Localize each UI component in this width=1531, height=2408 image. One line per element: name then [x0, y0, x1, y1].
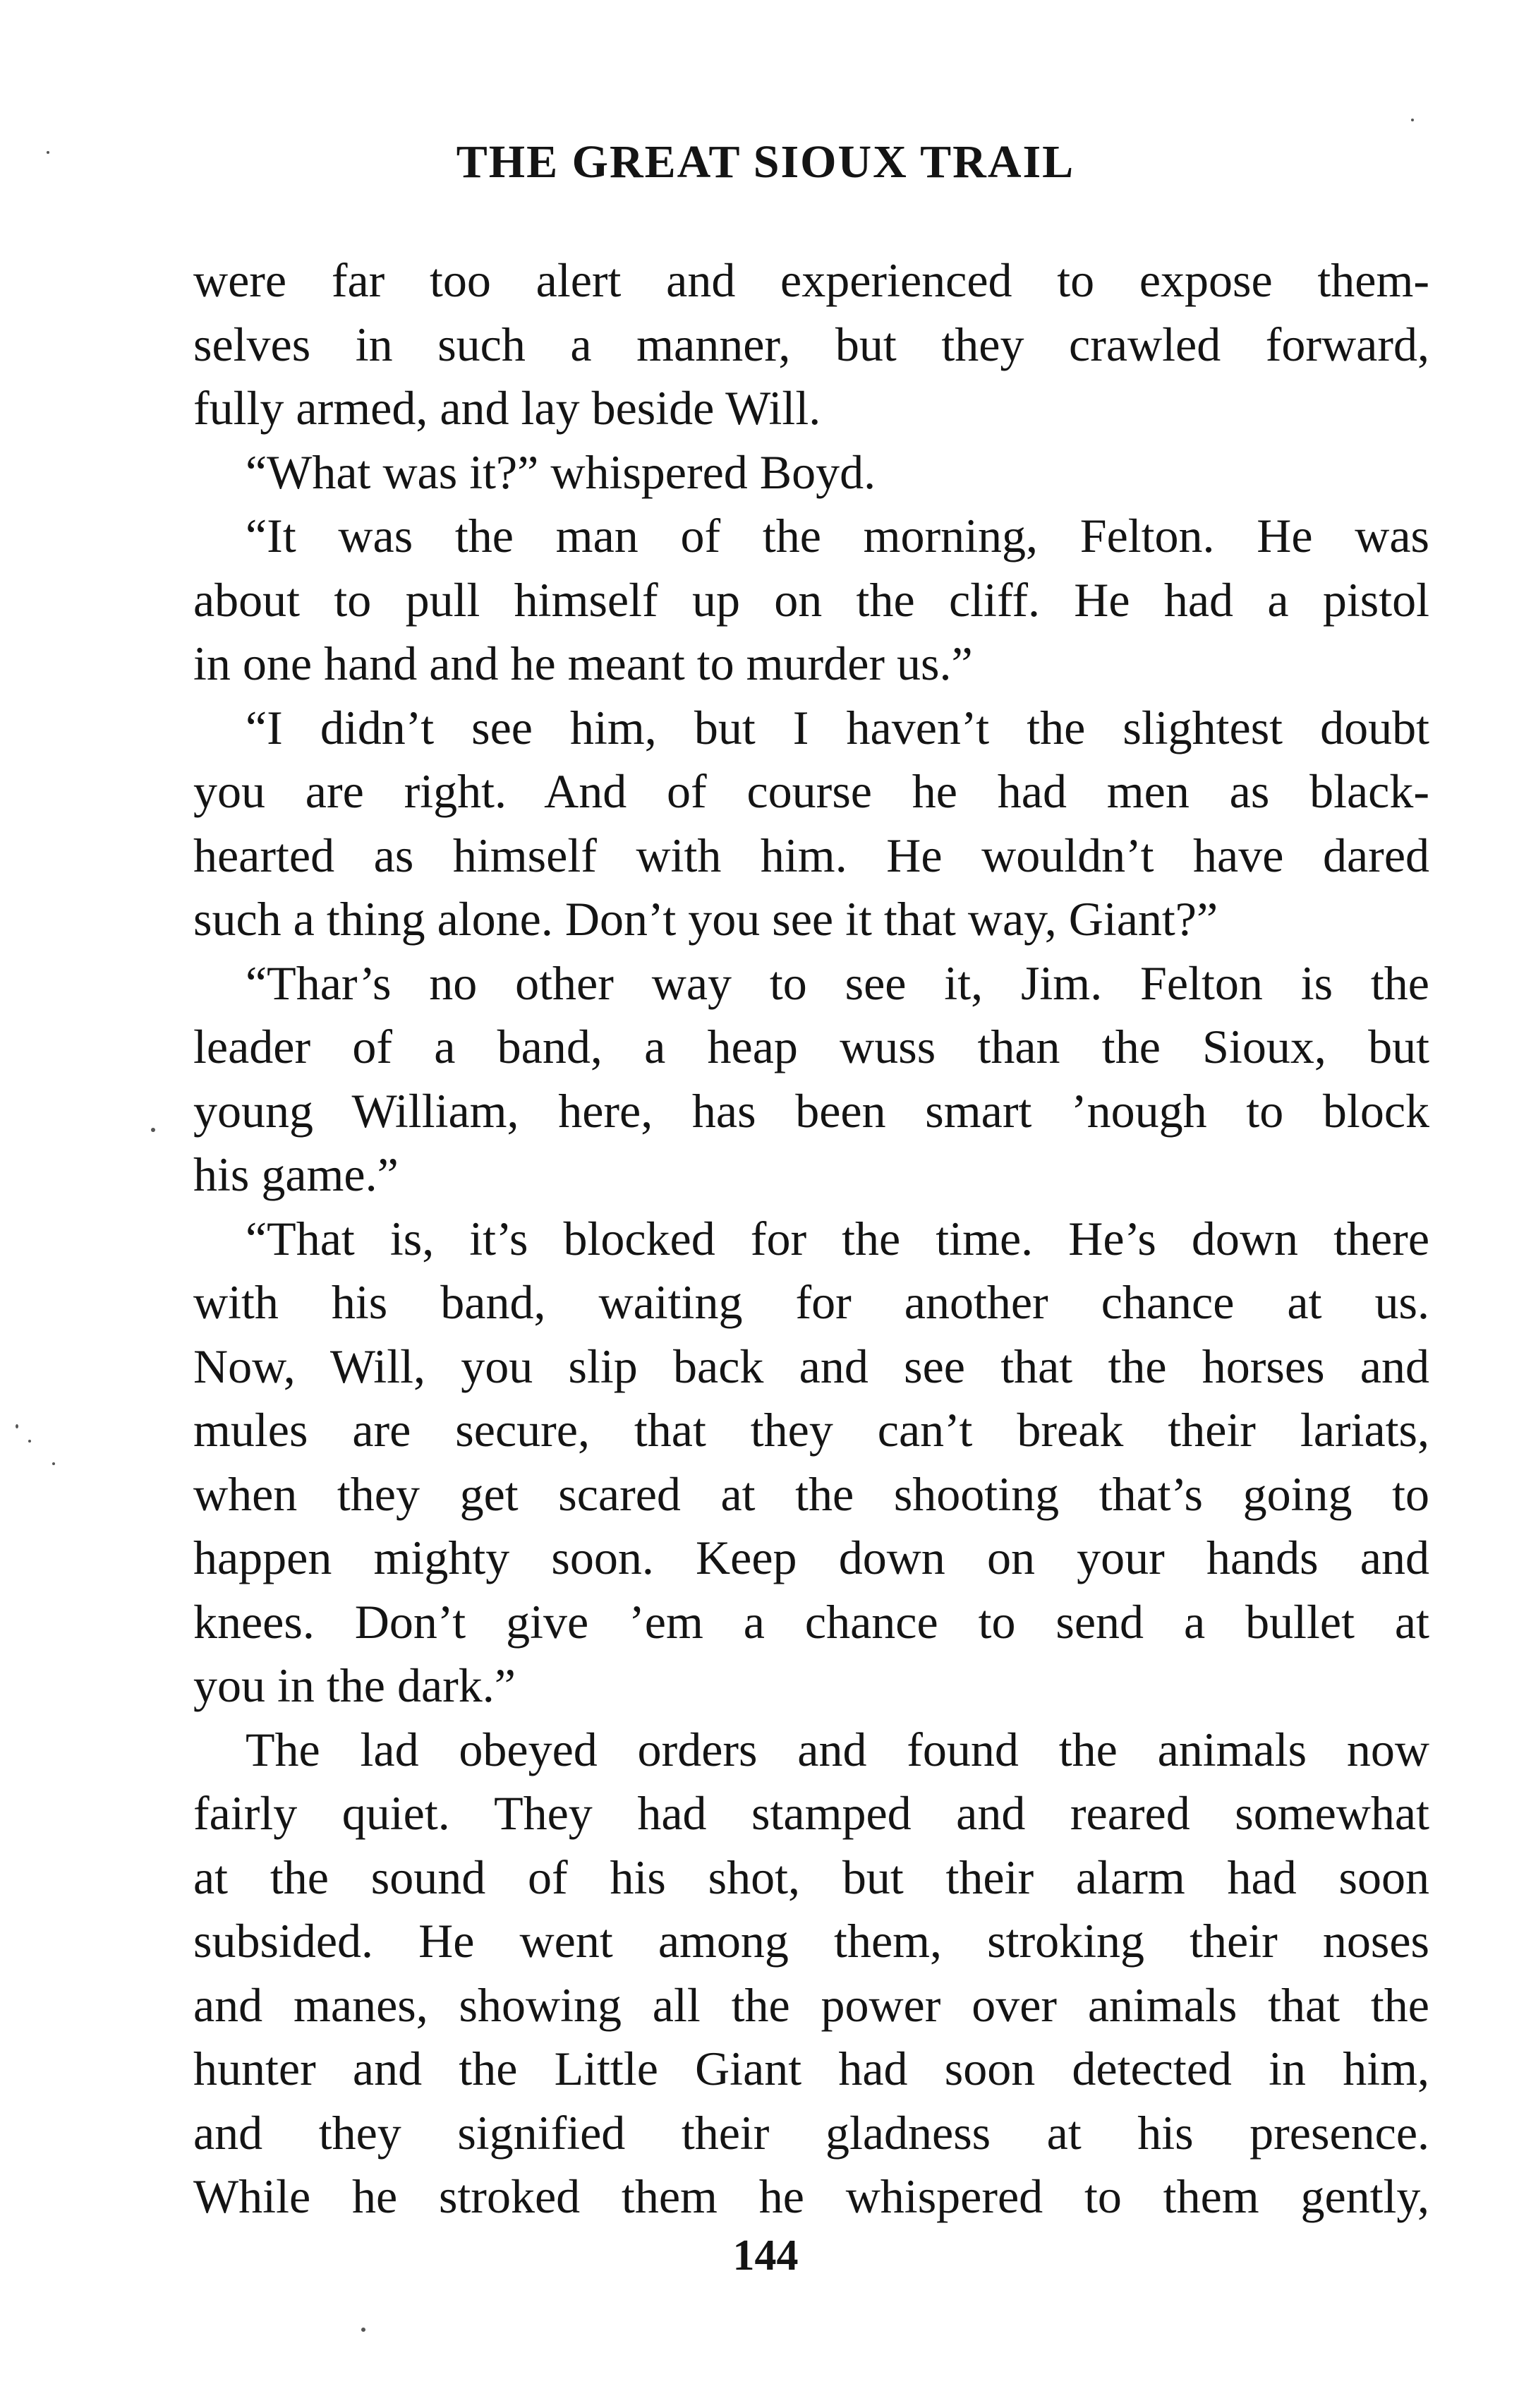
text-line: The lad obeyed orders and found the animals now [246, 1722, 1429, 1776]
scan-speck [47, 151, 49, 154]
text-line: “That is, it’s blocked for the time. He’s down there [246, 1211, 1429, 1265]
text-line: such a thing alone. Don’t you see it that way, Giant?” [193, 892, 1218, 946]
text-line: his game.” [193, 1148, 399, 1201]
text-line: subsided. He went among them, stroking their noses [193, 1914, 1429, 1968]
text-line: “What was it?” whispered Boyd. [246, 445, 876, 499]
text-line: at the sound of his shot, but their alarm had soon [193, 1850, 1429, 1904]
scan-speck [52, 1462, 55, 1465]
text-line: “Thar’s no other way to see it, Jim. Felton is the [246, 956, 1429, 1010]
text-line: selves in such a manner, but they crawled forward, [193, 317, 1429, 371]
scan-speck [16, 1424, 18, 1428]
scan-speck [361, 2328, 365, 2332]
text-line: “It was the man of the morning, Felton. He was [246, 509, 1429, 562]
text-line: mules are secure, that they can’t break their lariats, [193, 1403, 1429, 1457]
scan-speck [28, 1440, 31, 1443]
page-number: 144 [732, 2232, 799, 2280]
text-line: leader of a band, a heap wuss than the Sioux, but [193, 1020, 1429, 1073]
text-line: happen mighty soon. Keep down on your hands and [193, 1531, 1429, 1584]
text-line: Now, Will, you slip back and see that the horses and [193, 1339, 1429, 1393]
text-line: and manes, showing all the power over animals that the [193, 1977, 1429, 2032]
text-line: with his band, waiting for another chance at us. [193, 1275, 1429, 1329]
text-line: knees. Don’t give ’em a chance to send a bullet at [193, 1594, 1429, 1649]
scan-speck [151, 1128, 155, 1132]
scan-speck [1411, 119, 1414, 121]
text-line: fairly quiet. They had stamped and reared somewhat [193, 1786, 1429, 1840]
text-line: and they signified their gladness at his presence. [193, 2105, 1429, 2160]
text-line: fully armed, and lay beside Will. [193, 381, 821, 435]
text-line: were far too alert and experienced to expose them- [193, 253, 1429, 307]
text-line: you in the dark.” [193, 1658, 516, 1712]
text-line: “I didn’t see him, but I haven’t the slightest doubt [246, 700, 1429, 754]
text-line: you are right. And of course he had men as black- [193, 764, 1429, 818]
text-line: young William, here, has been smart ’nough to block [193, 1083, 1429, 1138]
text-line: about to pull himself up on the cliff. He had a pistol [193, 572, 1429, 627]
running-head: THE GREAT SIOUX TRAIL [456, 136, 1075, 188]
text-line: hunter and the Little Giant had soon detected in him, [193, 2042, 1429, 2095]
text-line: While he stroked them he whispered to them gently, [193, 2169, 1429, 2223]
body-text [193, 248, 1429, 2229]
text-line: when they get scared at the shooting that’s going to [193, 1467, 1429, 1521]
text-line: in one hand and he meant to murder us.” [193, 637, 973, 690]
text-line: hearted as himself with him. He wouldn’t have dared [193, 828, 1429, 882]
